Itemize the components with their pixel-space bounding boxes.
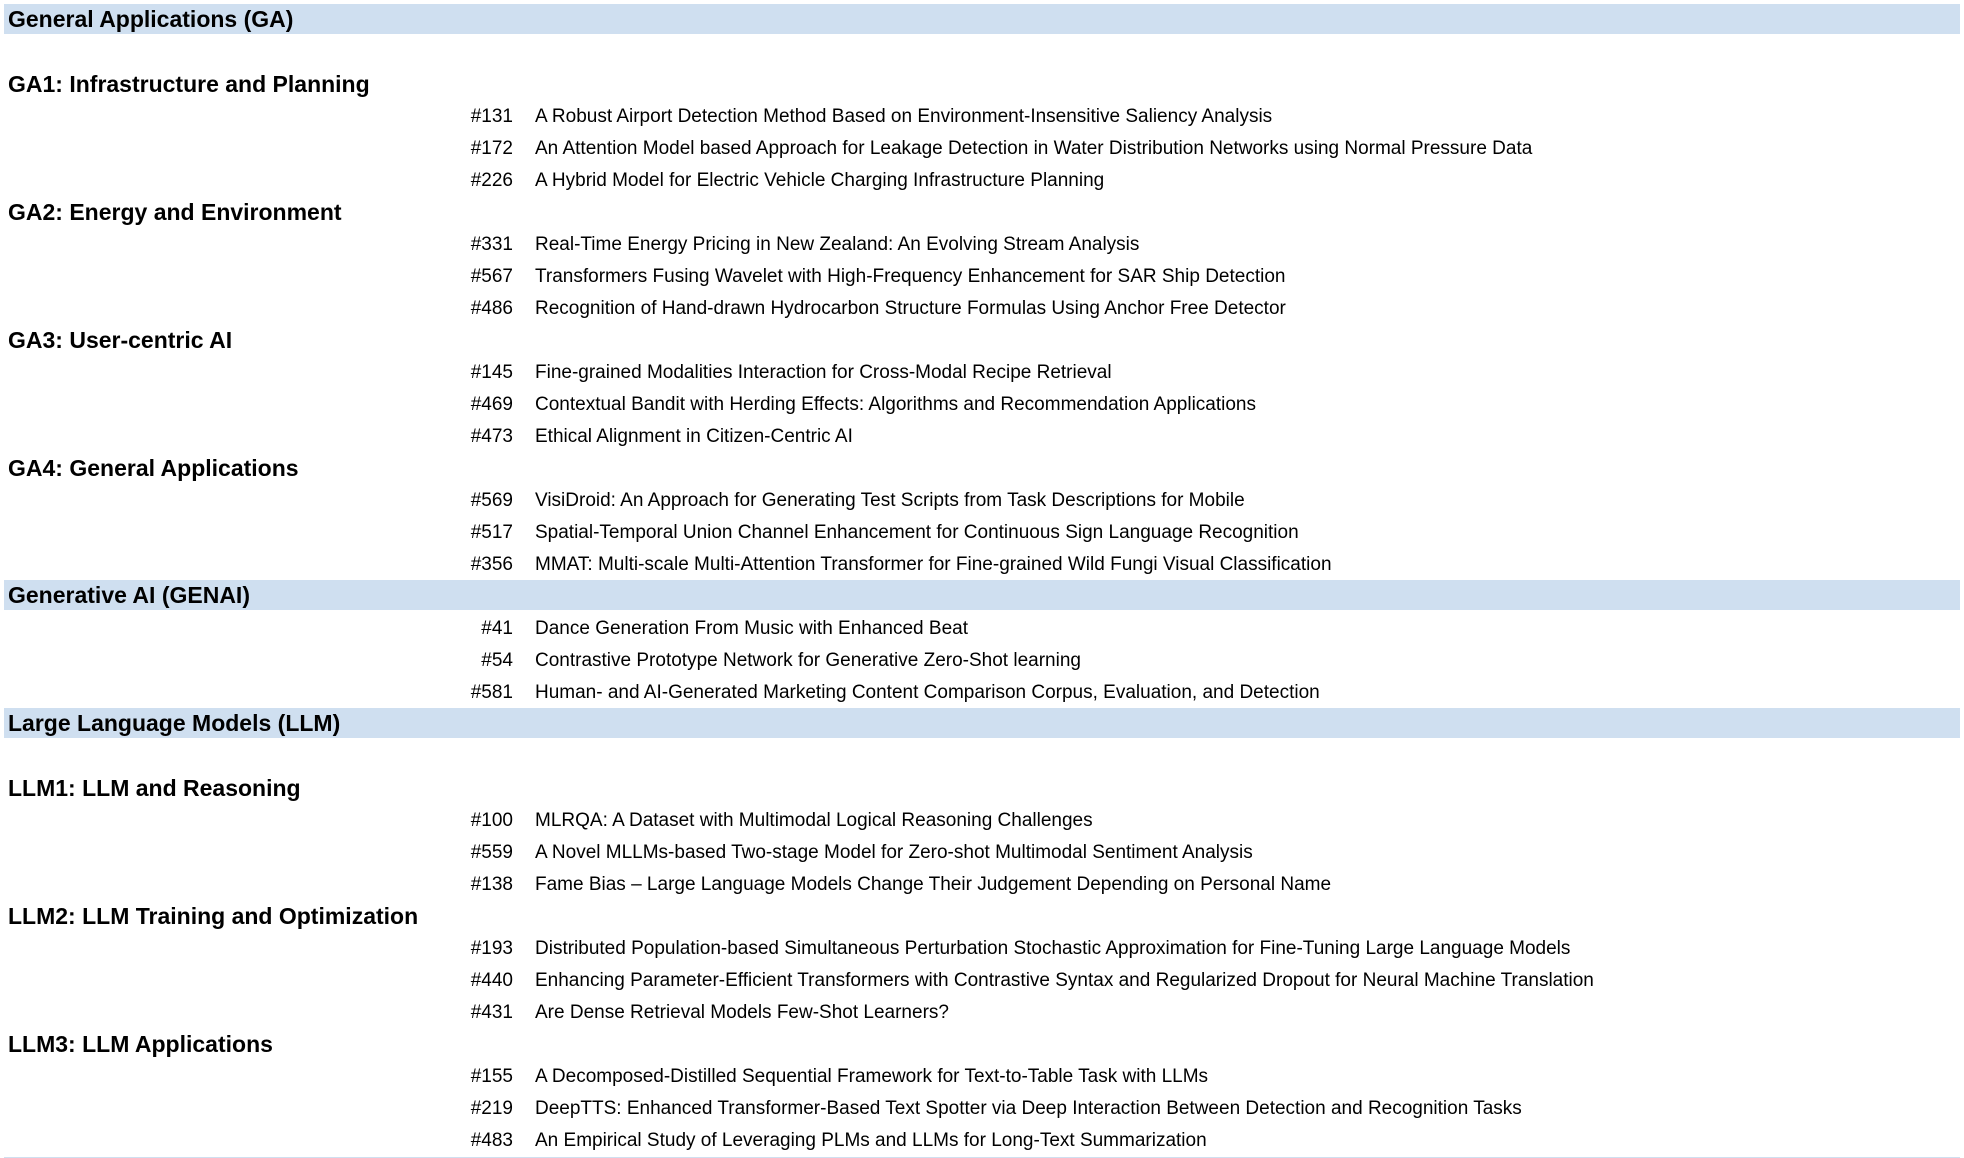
subsection-title: GA1: Infrastructure and Planning [8, 71, 370, 97]
paper-title: Contextual Bandit with Herding Effects: Algorithms and Recommendation Applications [535, 394, 1256, 415]
paper-row [4, 612, 1960, 644]
paper-title: Ethical Alignment in Citizen-Centric AI [535, 426, 853, 447]
paper-row [4, 420, 1960, 452]
paper-row [4, 1060, 1960, 1092]
paper-row [4, 964, 1960, 996]
paper-title: Distributed Population-based Simultaneous Perturbation Stochastic Approximation for Fine-Tuning Large Language Models [535, 938, 1571, 959]
paper-row [4, 548, 1960, 580]
paper-row [4, 804, 1960, 836]
subsection-title: LLM3: LLM Applications [8, 1031, 273, 1057]
paper-title: A Hybrid Model for Electric Vehicle Charging Infrastructure Planning [535, 170, 1105, 191]
paper-row [4, 1124, 1960, 1156]
paper-row [4, 228, 1960, 260]
paper-id: #172 [470, 138, 513, 159]
subsection-title: LLM2: LLM Training and Optimization [8, 903, 419, 929]
paper-title: A Novel MLLMs-based Two-stage Model for Zero-shot Multimodal Sentiment Analysis [535, 842, 1253, 863]
subsection-header [4, 900, 1960, 932]
paper-row [4, 100, 1960, 132]
paper-id: #486 [470, 298, 513, 319]
paper-row [4, 388, 1960, 420]
paper-id: #41 [481, 618, 513, 639]
paper-title: Are Dense Retrieval Models Few-Shot Learners? [535, 1002, 949, 1023]
paper-id: #219 [470, 1098, 513, 1119]
paper-row [4, 292, 1960, 324]
subsection-header [4, 1028, 1960, 1060]
paper-id: #440 [470, 970, 513, 991]
subsection-header [4, 68, 1960, 100]
paper-row [4, 516, 1960, 548]
paper-title: Fine-grained Modalities Interaction for Cross-Modal Recipe Retrieval [535, 362, 1112, 383]
paper-id: #517 [470, 522, 513, 543]
section-title: Generative AI (GENAI) [8, 582, 250, 608]
paper-row [4, 836, 1960, 868]
paper-title: Dance Generation From Music with Enhanced Beat [535, 618, 968, 639]
paper-id: #226 [470, 170, 513, 191]
paper-title: MLRQA: A Dataset with Multimodal Logical Reasoning Challenges [535, 810, 1093, 831]
paper-id: #483 [470, 1130, 513, 1151]
paper-id: #431 [470, 1002, 513, 1023]
paper-row [4, 260, 1960, 292]
paper-title: An Attention Model based Approach for Leakage Detection in Water Distribution Networks using Normal Pressure Data [535, 138, 1533, 159]
subsection-header [4, 772, 1960, 804]
paper-id: #193 [470, 938, 513, 959]
paper-id: #100 [470, 810, 513, 831]
paper-id: #54 [481, 650, 513, 671]
paper-title: Transformers Fusing Wavelet with High-Frequency Enhancement for SAR Ship Detection [535, 266, 1286, 287]
empty-row [4, 36, 1960, 68]
empty-row [4, 740, 1960, 772]
paper-title: Recognition of Hand-drawn Hydrocarbon Structure Formulas Using Anchor Free Detector [535, 298, 1286, 319]
paper-title: MMAT: Multi-scale Multi-Attention Transformer for Fine-grained Wild Fungi Visual Classification [535, 554, 1332, 575]
paper-title: Human- and AI-Generated Marketing Content Comparison Corpus, Evaluation, and Detection [535, 682, 1320, 703]
subsection-header [4, 324, 1960, 356]
subsection-title: GA3: User-centric AI [8, 327, 233, 353]
subsection-header [4, 196, 1960, 228]
section-header [4, 708, 1960, 738]
paper-title: An Empirical Study of Leveraging PLMs and LLMs for Long-Text Summarization [535, 1130, 1207, 1151]
paper-title: A Robust Airport Detection Method Based on Environment-Insensitive Saliency Analysis [535, 106, 1273, 127]
paper-title: DeepTTS: Enhanced Transformer-Based Text Spotter via Deep Interaction Between Detection and Recognition Tasks [535, 1098, 1522, 1119]
section-title: General Applications (GA) [8, 6, 294, 32]
subsection-title: GA2: Energy and Environment [8, 199, 342, 225]
paper-row [4, 644, 1960, 676]
paper-id: #569 [470, 490, 513, 511]
program-sheet [4, 4, 1960, 1156]
section-header [4, 4, 1960, 34]
paper-row [4, 868, 1960, 900]
paper-id: #331 [470, 234, 513, 255]
paper-id: #356 [470, 554, 513, 575]
paper-title: Contrastive Prototype Network for Generative Zero-Shot learning [535, 650, 1081, 671]
paper-row [4, 164, 1960, 196]
paper-row [4, 932, 1960, 964]
section-header [4, 580, 1960, 610]
paper-id: #131 [470, 106, 513, 127]
paper-row [4, 996, 1960, 1028]
paper-id: #473 [470, 426, 513, 447]
paper-title: Enhancing Parameter-Efficient Transformers with Contrastive Syntax and Regularized Dropout for Neural Machine Translation [535, 970, 1594, 991]
paper-id: #138 [470, 874, 513, 895]
section-title: Large Language Models (LLM) [8, 710, 341, 736]
paper-id: #469 [470, 394, 513, 415]
paper-row [4, 676, 1960, 708]
paper-row [4, 356, 1960, 388]
paper-title: Real-Time Energy Pricing in New Zealand: An Evolving Stream Analysis [535, 234, 1140, 255]
subsection-title: LLM1: LLM and Reasoning [8, 775, 301, 801]
paper-title: A Decomposed-Distilled Sequential Framework for Text-to-Table Task with LLMs [535, 1066, 1209, 1087]
paper-id: #559 [470, 842, 513, 863]
paper-title: Fame Bias – Large Language Models Change Their Judgement Depending on Personal Name [535, 874, 1332, 895]
paper-row [4, 132, 1960, 164]
paper-id: #581 [470, 682, 513, 703]
paper-row [4, 1092, 1960, 1124]
paper-id: #155 [470, 1066, 513, 1087]
paper-title: Spatial-Temporal Union Channel Enhancement for Continuous Sign Language Recognition [535, 522, 1299, 543]
paper-id: #567 [470, 266, 513, 287]
paper-id: #145 [470, 362, 513, 383]
subsection-header [4, 452, 1960, 484]
paper-row [4, 484, 1960, 516]
subsection-title: GA4: General Applications [8, 455, 299, 481]
paper-title: VisiDroid: An Approach for Generating Test Scripts from Task Descriptions for Mobile [535, 490, 1245, 511]
